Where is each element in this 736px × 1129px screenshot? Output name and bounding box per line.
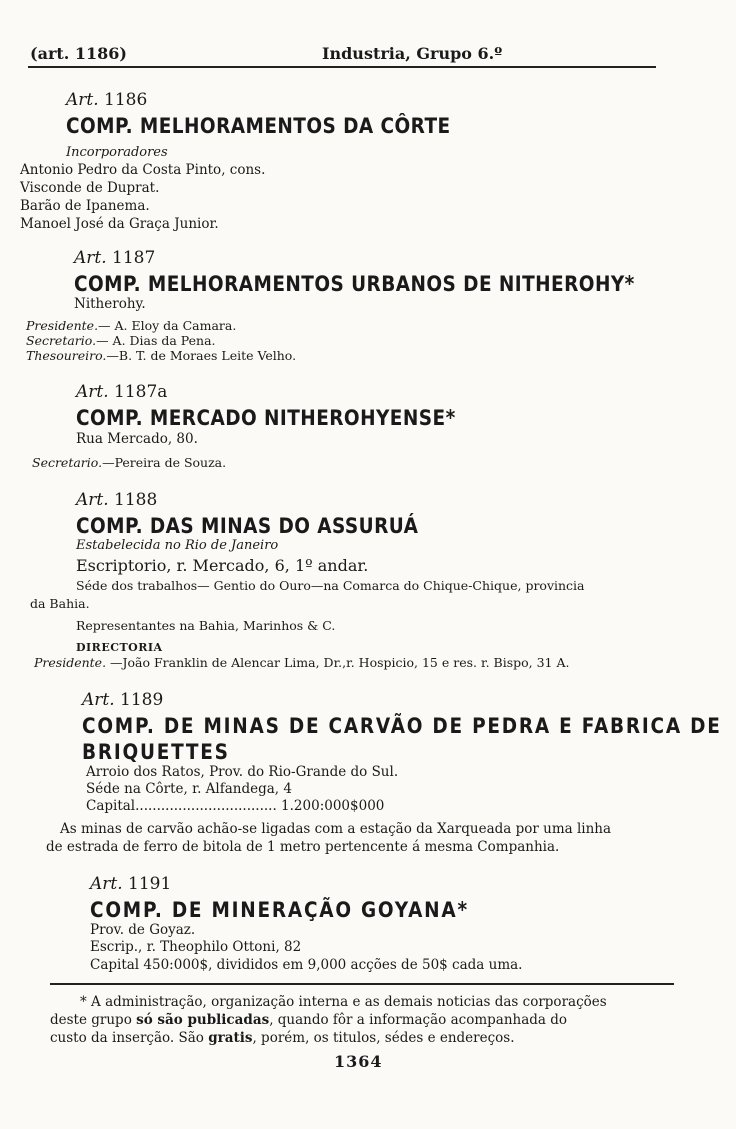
art-num: 1187 (112, 248, 156, 268)
art-prefix: Art. (90, 874, 123, 894)
list-item: Capital 450:000$, divididos em 9,000 acções de 50$ cada uma. (90, 957, 523, 973)
note-line: As minas de carvão achão-se ligadas com a estação da Xarqueada por uma linha (60, 821, 612, 837)
art-num: 1188 (114, 490, 158, 510)
header-rule (28, 66, 656, 68)
officer-name: —B. T. de Moraes Leite Velho. (106, 348, 297, 363)
list-item: Barão de Ipanema. (20, 198, 150, 214)
officer-name: — A. Dias da Pena. (96, 333, 216, 348)
list-item: Prov. de Goyaz. (90, 922, 196, 938)
officer-role: Thesoureiro. (26, 348, 107, 363)
footnote-line (50, 1012, 567, 1028)
art-prefix: Art. (76, 490, 109, 510)
article-number (76, 382, 167, 402)
footnote-text: , porém, os titulos, sédes e endereços. (252, 1030, 515, 1046)
capital-line (86, 798, 384, 814)
officer-role: Secretario. (32, 455, 103, 470)
capital-label: Capital................................. (86, 798, 277, 814)
officer-role: Secretario. (26, 333, 97, 348)
running-head-section: Industria, Grupo 6.º (322, 44, 503, 63)
note-line: de estrada de ferro de bitola de 1 metro pertencente á mesma Companhia. (46, 839, 560, 855)
works-location: Séde dos trabalhos— Gentio do Ouro—na Comarca do Chique-Chique, provincia (76, 578, 585, 593)
article-number (82, 690, 163, 710)
art-prefix: Art. (66, 90, 99, 110)
art-prefix: Art. (74, 248, 107, 268)
company-title: COMP. DE MINAS DE CARVÃO DE PEDRA E FABRICA DE (82, 714, 722, 738)
footnote-rule (50, 983, 674, 985)
list-item: Escrip., r. Theophilo Ottoni, 82 (90, 939, 302, 955)
officer-line (32, 455, 226, 470)
footnote-text: deste grupo (50, 1012, 137, 1028)
officer-line (34, 655, 569, 670)
footnote-text: , quando fôr a informação acompanhada do (269, 1012, 568, 1028)
art-num: 1186 (104, 90, 148, 110)
list-item: Visconde de Duprat. (20, 180, 160, 196)
company-title: COMP. MELHORAMENTOS URBANOS DE NITHEROHY* (74, 272, 635, 296)
company-title: COMP. DAS MINAS DO ASSURUÁ (76, 514, 419, 538)
company-title: COMP. MELHORAMENTOS DA CÔRTE (66, 114, 451, 138)
company-title-cont: BRIQUETTES (82, 740, 230, 764)
works-location-cont: da Bahia. (30, 596, 90, 611)
footnote-text: custo da inserção. São (50, 1030, 209, 1046)
officer-name: — A. Eloy da Camara. (98, 318, 237, 333)
representatives: Representantes na Bahia, Marinhos & C. (76, 618, 336, 633)
list-item: Manoel José da Graça Junior. (20, 216, 219, 232)
list-item: Antonio Pedro da Costa Pinto, cons. (20, 162, 266, 178)
running-head-article: (art. 1186) (30, 44, 127, 63)
officer-line (26, 318, 236, 333)
article-number (76, 490, 157, 510)
page-number: 1364 (334, 1052, 383, 1071)
footnote-line: * A administração, organização interna e as demais noticias das corporações (80, 994, 607, 1010)
article-number (74, 248, 155, 268)
location: Nitherohy. (74, 296, 146, 312)
article-number (66, 90, 147, 110)
article-number (90, 874, 171, 894)
footnote-bold: gratis (208, 1030, 253, 1046)
footnote-bold: só são publicadas (136, 1012, 270, 1028)
subtitle: Incorporadores (66, 145, 168, 160)
location: Rua Mercado, 80. (76, 431, 198, 447)
section-heading: DIRECTORIA (76, 641, 163, 654)
subtitle: Estabelecida no Rio de Janeiro (76, 538, 279, 553)
officer-line (26, 333, 216, 348)
capital-value: 1.200:000$000 (281, 798, 385, 814)
office-address: Escriptorio, r. Mercado, 6, 1º andar. (76, 556, 369, 575)
art-num: 1189 (120, 690, 164, 710)
art-num: 1187a (114, 382, 168, 402)
officer-name: —João Franklin de Alencar Lima, Dr.,r. Hospicio, 15 e res. r. Bispo, 31 A. (106, 655, 570, 670)
footnote-line (50, 1030, 515, 1046)
officer-role: Presidente. (34, 655, 107, 670)
officer-line (26, 348, 296, 363)
art-prefix: Art. (76, 382, 109, 402)
officer-name: —Pereira de Souza. (102, 455, 227, 470)
company-title: COMP. DE MINERAÇÃO GOYANA* (90, 898, 469, 922)
art-num: 1191 (128, 874, 172, 894)
officer-role: Presidente. (26, 318, 99, 333)
company-title: COMP. MERCADO NITHEROHYENSE* (76, 406, 456, 430)
list-item: Séde na Côrte, r. Alfandega, 4 (86, 781, 292, 797)
list-item: Arroio dos Ratos, Prov. do Rio-Grande do Sul. (86, 764, 399, 780)
art-prefix: Art. (82, 690, 115, 710)
